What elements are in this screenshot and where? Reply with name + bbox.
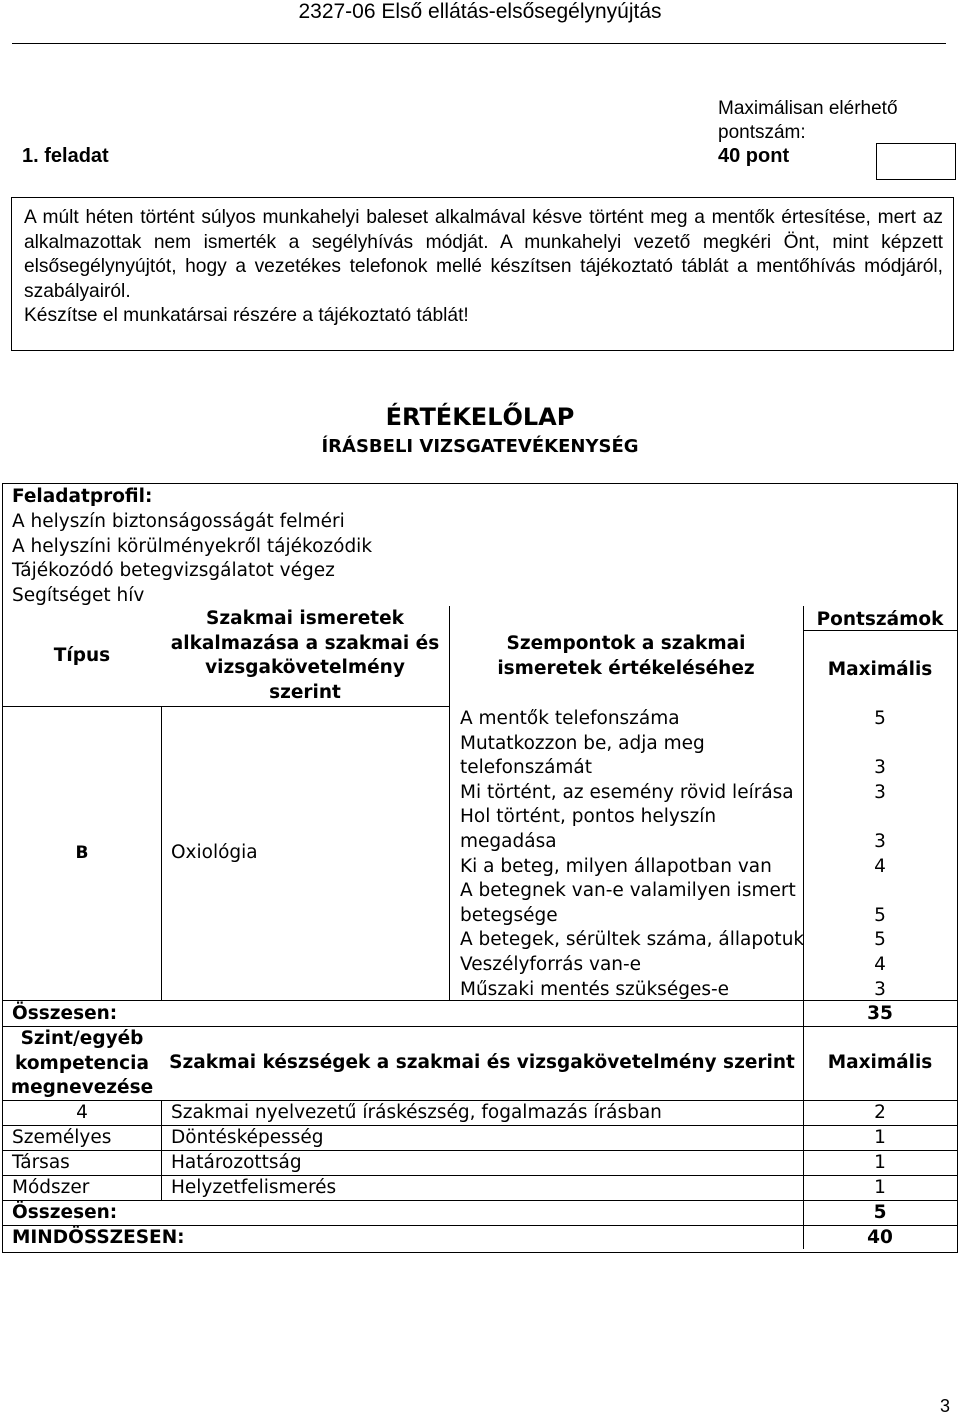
task-number: 1. feladat [22,145,109,167]
criteria-line: Mutatkozzon be, adja meg [460,732,705,754]
skills-total-label: Összesen: [12,1202,118,1223]
skill-points: 1 [874,1127,886,1148]
profile-item: Segítséget hív [12,584,145,606]
column-header-max: Maximális [827,659,933,680]
subtotal-value: 35 [867,1003,893,1024]
skill-name: Helyzetfelismerés [171,1177,337,1198]
criteria-line: megadása [460,830,557,852]
knowledge-value: Oxiológia [171,842,258,863]
document-header-title: 2327-06 Első ellátás-elsősegélynyújtás [298,0,662,23]
max-points-label-line1: Maximálisan elérhető [718,98,898,119]
criteria-points: 5 [874,929,886,951]
profile-item: A helyszíni körülményekről tájékozódik [12,535,373,557]
skills-total-value: 5 [873,1202,887,1223]
task-instruction: Készítse el munkatársai részére a tájékoztató táblát! [24,305,469,326]
column-header-criteria-line: Szempontok a szakmai [506,633,746,654]
type-value: B [75,843,89,863]
criteria-points: 4 [874,953,886,975]
competence-header-line: Szint/egyéb [20,1028,144,1049]
criteria-points [803,879,957,904]
criteria-points: 3 [874,978,886,1000]
column-header-knowledge [161,607,449,705]
criteria-list [460,707,804,1002]
evaluation-title: ÉRTÉKELŐLAP [385,403,575,431]
column-header-knowledge-line: alkalmazása a szakmai és [170,632,440,654]
criteria-points: 3 [874,781,886,803]
grand-total-value: 40 [867,1227,893,1248]
max-points-label-line2: pontszám: [718,122,806,143]
column-header-criteria [449,632,803,681]
criteria-line: Veszélyforrás van-e [460,953,642,975]
profile-item: Tájékozódó betegvizsgálatot végez [12,560,335,582]
criteria-points: 4 [874,855,886,877]
criteria-points: 3 [874,830,886,852]
criteria-points [803,805,957,830]
column-header-points: Pontszámok [816,609,944,630]
max-points-label [718,97,898,145]
skills-header: Szakmai készségek a szakmai és vizsgakövetelmény szerint [169,1052,795,1073]
task-description-paragraph: A múlt héten történt súlyos munkahelyi baleset alkalmával késve történt meg a mentők értesítése, mert az alkalmazottak nem ismerték a segélyhívás módját. A munkahelyi vezető megkéri Önt, mint képzett elsősegélynyújtót, hogy a vezetékes telefonok mellé készítsen tájékoztató táblát a mentőhívás módjáról, szabályairól. [24,207,943,302]
criteria-points: 5 [874,904,886,926]
profile-list [12,510,372,608]
criteria-line: A betegnek van-e valamilyen ismert [460,880,796,902]
skills-max-header: Maximális [827,1052,933,1073]
skill-name: Szakmai nyelvezetű íráskészség, fogalmazás írásban [171,1102,662,1123]
column-header-knowledge-line: vizsgakövetelmény [205,657,405,679]
skill-points: 1 [874,1152,886,1173]
profile-label: Feladatprofil: [12,486,153,507]
criteria-line: A betegek, sérültek száma, állapotuk [460,929,805,951]
header-divider [12,43,946,44]
grid-line [3,706,449,707]
task-description-box [11,197,954,351]
score-entry-box[interactable] [876,143,956,180]
grid-line [161,706,162,1000]
skill-name: Határozottság [171,1152,302,1173]
page-number: 3 [939,1396,950,1416]
competence-header-line: kompetencia [15,1052,149,1074]
criteria-line: telefonszámát [460,757,593,779]
criteria-line: betegsége [460,904,558,926]
grand-total-label: MINDÖSSZESEN: [12,1227,185,1248]
evaluation-table [2,483,958,1253]
skill-level: Társas [12,1152,70,1173]
max-points-value: 40 pont [718,145,790,167]
skill-level: Módszer [12,1177,90,1198]
criteria-points: 5 [874,708,886,729]
criteria-line: Ki a beteg, milyen állapotban van [460,855,772,877]
criteria-line: Mi történt, az esemény rövid leírása [460,781,794,803]
subtotal-label: Összesen: [12,1003,118,1024]
criteria-points: 3 [874,757,886,779]
evaluation-subtitle: ÍRÁSBELI VIZSGATEVÉKENYSÉG [321,436,639,457]
criteria-points [803,732,957,757]
profile-item: A helyszín biztonságosságát felméri [12,511,345,532]
skill-points: 2 [874,1102,886,1123]
skill-level: Személyes [12,1127,112,1148]
skill-points: 1 [874,1177,886,1198]
competence-header [3,1027,161,1101]
skill-name: Döntésképesség [171,1127,324,1148]
criteria-line: Hol történt, pontos helyszín [460,806,717,828]
criteria-line: Műszaki mentés szükséges-e [460,978,730,1000]
criteria-points-list [803,707,957,1002]
criteria-line: A mentők telefonszáma [460,708,680,729]
column-header-type: Típus [53,645,111,666]
skill-level: 4 [76,1102,88,1123]
competence-header-line: megnevezése [10,1077,154,1099]
column-header-criteria-line: ismeretek értékeléséhez [497,657,755,679]
column-header-knowledge-line: szerint [269,681,341,703]
column-header-knowledge-line: Szakmai ismeretek [206,608,404,629]
